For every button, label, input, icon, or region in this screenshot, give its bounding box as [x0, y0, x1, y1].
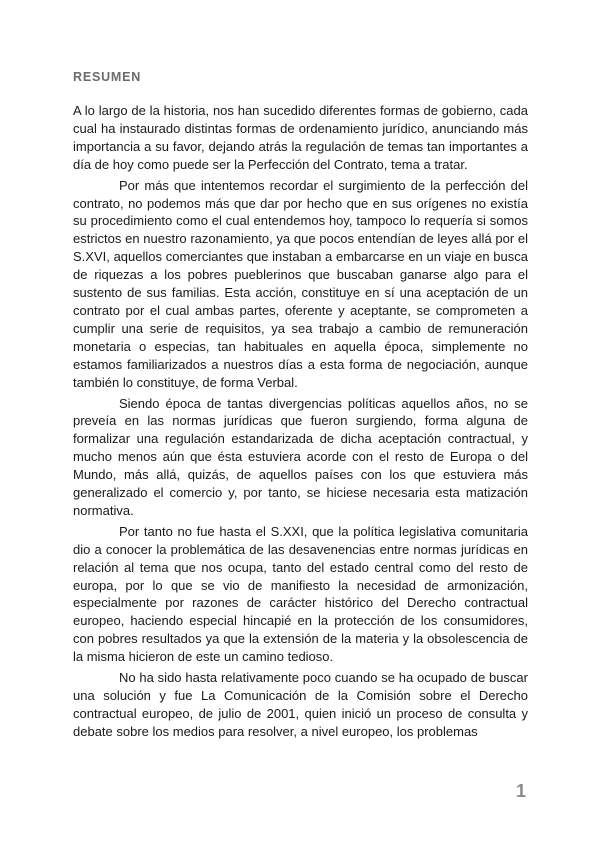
paragraph-1: A lo largo de la historia, nos han sucedido diferentes formas de gobierno, cada cual ha instaurado distintas formas de ordenamiento jurídico, anunciando más importancia a su favor, dejando atrás la regulación de temas tan importantes a día de hoy como puede ser la Perfección del Contrato, tema a tratar.	[73, 103, 528, 172]
paragraph-5: No ha sido hasta relativamente poco cuando se ha ocupado de buscar una solución y fue La Comunicación de la Comisión sobre el Derecho contractual europeo, de julio de 2001, quien inició un proceso de consulta y debate sobre los medios para resolver, a nivel europeo, los problemas	[73, 670, 528, 739]
page-number: 1	[515, 781, 526, 801]
paragraph-3: Siendo época de tantas divergencias políticas aquellos años, no se preveía en las normas jurídicas que fueron surgiendo, forma alguna de formalizar una regulación estandarizada de dicha aceptación contractual, y mucho menos aún que ésta estuviera acorde con el resto de Europa o del Mundo, más allá, quizás, de aquellos países con los que estuviera más generalizado el comercio y, por tanto, se hiciese necesaria esta matización normativa.	[73, 395, 528, 518]
paragraph-2: Por más que intentemos recordar el surgimiento de la perfección del contrato, no podemos más que dar por hecho que en sus orígenes no existía su procedimiento como el cual entendemos hoy, tampoco lo requería si somos estrictos en nuestro razonamiento, ya que pocos entendían de leyes allá por el S.XVI, aquellos comerciantes que instaban a embarcarse en un viaje en busca de riquezas a los pobres pueblerinos que buscaban ganarse algo para el sustento de sus familias. Esta acción, constituye en sí una aceptación de un contrato por el cual ambas partes, oferente y aceptante, se comprometen a cumplir una serie de requisitos, ya sea trabajo a cambio de remuneración monetaria o especias, tan habituales en aquella época, simplemente no estamos familiarizados a nuestros días a esta forma de negociación, aunque también lo constituye, de forma Verbal.	[73, 177, 528, 390]
section-heading: RESUMEN	[73, 70, 142, 84]
body-text	[73, 102, 528, 744]
paragraph-4: Por tanto no fue hasta el S.XXI, que la política legislativa comunitaria dio a conocer la problemática de las desavenencias entre normas jurídicas en relación al tema que nos ocupa, tanto del estado central como del resto de europa, por lo que se vio de manifiesto la necesidad de armonización, especialmente por razones de carácter histórico del Derecho contractual europeo, haciendo especial hincapié en la protección de los consumidores, con pobres resultados ya que la extensión de la materia y la obsolescencia de la misma hicieron de este un camino tedioso.	[73, 523, 528, 665]
